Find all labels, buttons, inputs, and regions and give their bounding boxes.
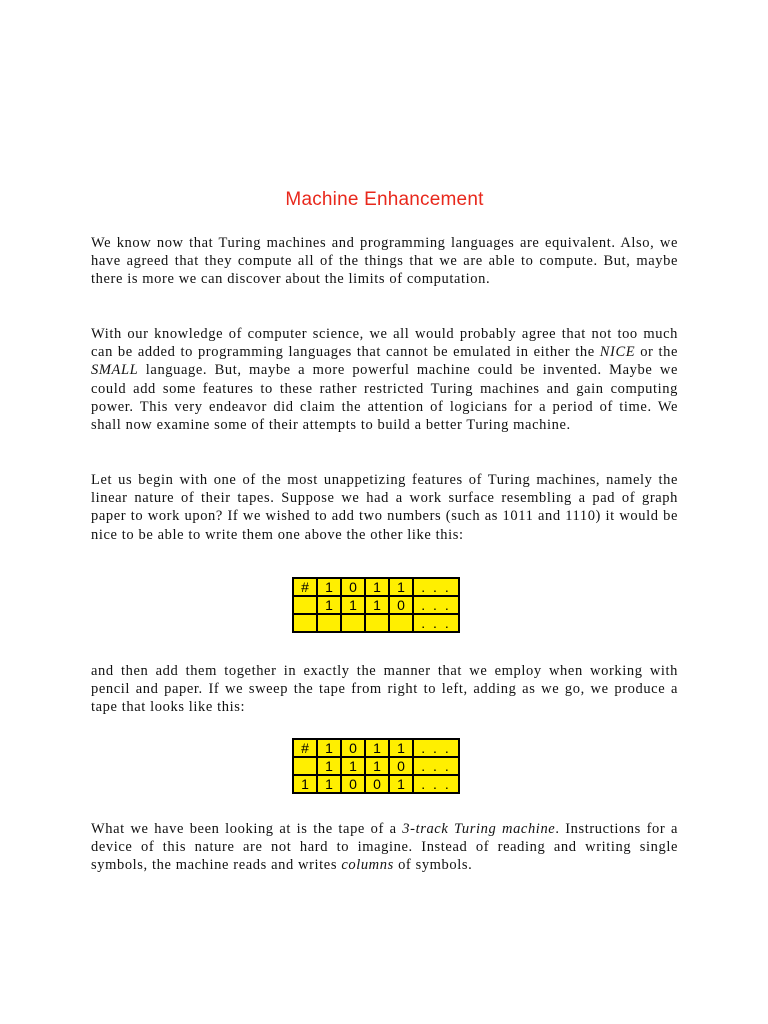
tape-cell: 1 <box>365 739 389 757</box>
columns-term: columns <box>341 857 394 874</box>
tape-cell: 1 <box>341 596 365 614</box>
tape-cell-ellipsis: . . . <box>413 757 459 775</box>
tape-cell-ellipsis: . . . <box>413 596 459 614</box>
three-track-term: 3-track Turing machine <box>402 821 556 837</box>
tape-cell: 0 <box>341 775 365 793</box>
tape-1-track-1 <box>293 578 459 596</box>
tape-cell: 1 <box>365 757 389 775</box>
paragraph-3: Let us begin with one of the most unappetizing features of Turing machines, namely the linear nature of their tapes. Suppose we had a work surface resembling a pad of graph paper to work upon? If we wished to add two numbers (such as 1011 and 1110) it would be nice to be able to write them one above the other like this: <box>91 472 678 543</box>
paragraph-1: We know now that Turing machines and programming languages are equivalent. Also, we have agreed that they compute all of the things that we are able to compute. But, maybe there is more we can discover about the limits of computation. <box>91 235 678 288</box>
paragraph-2-text-c: language. But, maybe a more powerful machine could be invented. Maybe we could add some features to these rather restricted Turing machines and gain computing power. This very endeavor did claim the attention of logicians for a period of time. We shall now examine some of their attempts to build a better Turing machine. <box>91 362 678 434</box>
tape-cell <box>389 614 413 632</box>
tape-cell-ellipsis: . . . <box>413 614 459 632</box>
tape-cell: 1 <box>317 596 341 614</box>
tape-1-track-3 <box>293 614 459 632</box>
tape-cell <box>293 757 317 775</box>
tape-cell: 0 <box>341 578 365 596</box>
tape-cell: 0 <box>389 757 413 775</box>
tape-2-track-3 <box>293 775 459 793</box>
tape-1-track-2 <box>293 596 459 614</box>
paragraph-2 <box>91 325 678 434</box>
paragraph-2-text-a: With our knowledge of computer science, we all would probably agree that not too much can be added to programming languages that cannot be emulated in either the <box>91 326 678 361</box>
nice-language-term: NICE <box>599 344 636 361</box>
tape-cell: 1 <box>317 757 341 775</box>
paragraph-5-text-b: . Instructions for a device of this nature are not hard to imagine. Instead of reading and writing single symbols, the machine reads and writes <box>91 821 678 874</box>
tape-cell: 1 <box>389 775 413 793</box>
tape-cell: 1 <box>365 578 389 596</box>
tape-cell: 0 <box>341 739 365 757</box>
paragraph-5-text-a: What we have been looking at is the tape of a <box>91 821 403 837</box>
tape-cell <box>341 614 365 632</box>
paragraph-5 <box>91 820 678 875</box>
tape-cell: # <box>293 578 317 596</box>
tape-cell: 0 <box>365 775 389 793</box>
tape-cell: 0 <box>389 596 413 614</box>
tape-cell: 1 <box>341 757 365 775</box>
tape-2-track-2 <box>293 757 459 775</box>
tape-cell <box>365 614 389 632</box>
tape-cell-ellipsis: . . . <box>413 775 459 793</box>
tape-diagram-2 <box>292 738 460 794</box>
tape-cell: 1 <box>389 578 413 596</box>
tape-cell <box>293 614 317 632</box>
tape-cell: 1 <box>317 775 341 793</box>
paragraph-2-text-b: or the <box>635 344 678 361</box>
paragraph-4: and then add them together in exactly the manner that we employ when working with pencil and paper. If we sweep the tape from right to left, adding as we go, we produce a tape that looks like this: <box>91 663 678 716</box>
small-language-term: SMALL <box>91 362 139 379</box>
tape-cell <box>293 596 317 614</box>
tape-cell-ellipsis: . . . <box>413 578 459 596</box>
tape-cell <box>317 614 341 632</box>
tape-cell: 1 <box>389 739 413 757</box>
tape-cell: # <box>293 739 317 757</box>
tape-cell: 1 <box>365 596 389 614</box>
tape-2-track-1 <box>293 739 459 757</box>
tape-cell: 1 <box>317 578 341 596</box>
tape-cell: 1 <box>317 739 341 757</box>
paragraph-5-text-c: of symbols. <box>393 857 473 874</box>
tape-cell: 1 <box>293 775 317 793</box>
tape-cell-ellipsis: . . . <box>413 739 459 757</box>
tape-diagram-1 <box>292 577 460 633</box>
page-title: Machine Enhancement <box>285 189 484 210</box>
